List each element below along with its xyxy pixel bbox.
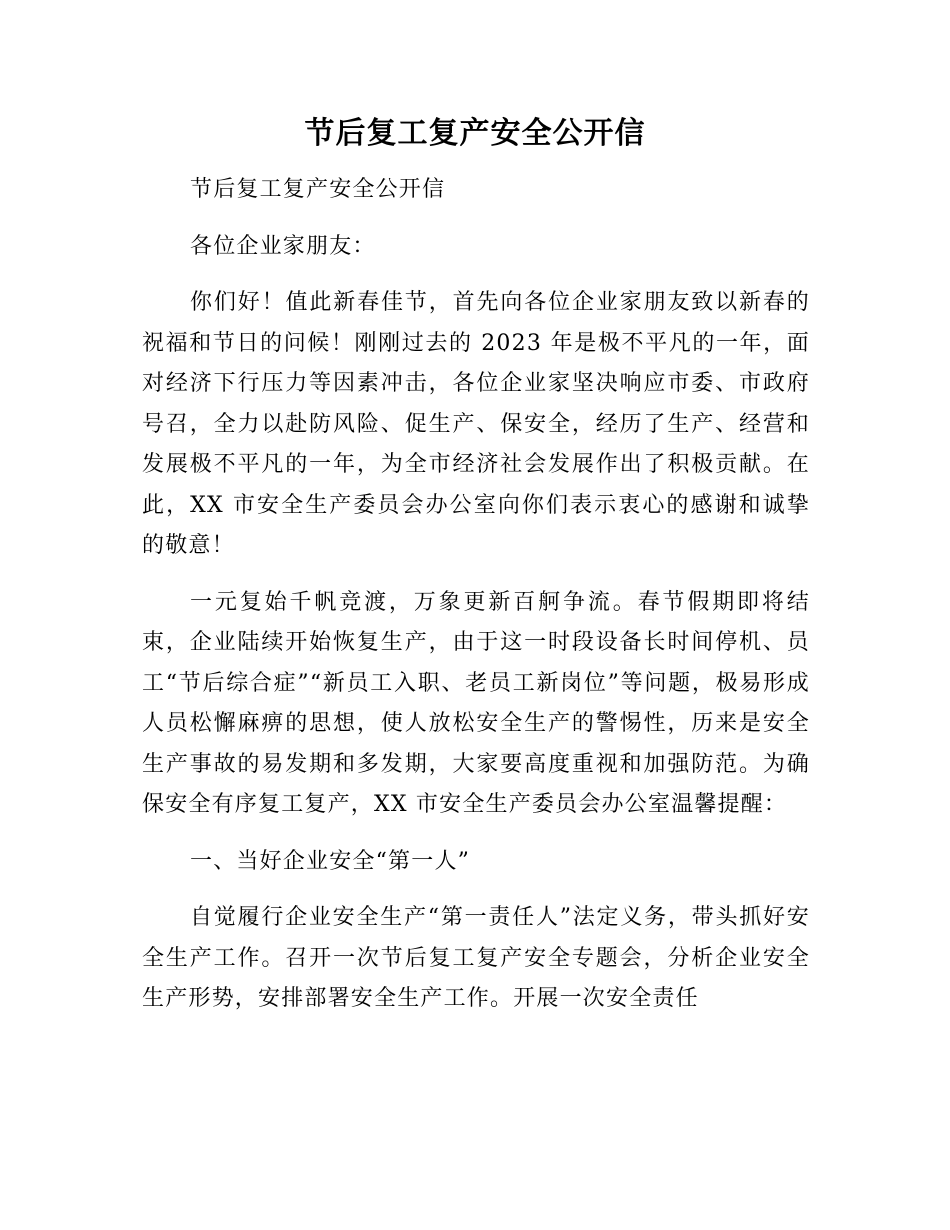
greeting-paragraph: 你们好！值此新春佳节，首先向各位企业家朋友致以新春的祝福和节日的问候！刚刚过去的 2023 年是极不平凡的一年，面对经济下行压力等因素冲击，各位企业家坚决响应市委、市政府号召，全力以赴防风险、促生产、保安全，经历了生产、经营和发展极不平凡的一年，为全市经济社会发展作出了积极贡献。在此，XX 市安全生产委员会办公室向你们表示衷心的感谢和诚挚的敬意！ — [142, 290, 810, 558]
section-heading-1: 一、当好企业安全“第一人” — [190, 848, 471, 874]
section-1-paragraph: 自觉履行企业安全生产“第一责任人”法定义务，带头抓好安全生产工作。召开一次节后复工复产安全专题会，分析企业安全生产形势，安排部署安全生产工作。开展一次安全责任 — [142, 905, 810, 1011]
reminder-paragraph: 一元复始千帆竞渡，万象更新百舸争流。春节假期即将结束，企业陆续开始恢复生产，由于这一时段设备长时间停机、员工“节后综合症”“新员工入职、老员工新岗位”等问题，极易形成人员松懈麻痹的思想，使人放松安全生产的警惕性，历来是安全生产事故的易发期和多发期，大家要高度重视和加强防范。为确保安全有序复工复产，XX 市安全生产委员会办公室温馨提醒： — [142, 589, 810, 817]
salutation-paragraph: 各位企业家朋友： — [190, 233, 376, 259]
document-body — [142, 170, 810, 1020]
subtitle-paragraph: 节后复工复产安全公开信 — [190, 177, 446, 202]
document-title: 节后复工复产安全公开信 — [304, 116, 646, 151]
